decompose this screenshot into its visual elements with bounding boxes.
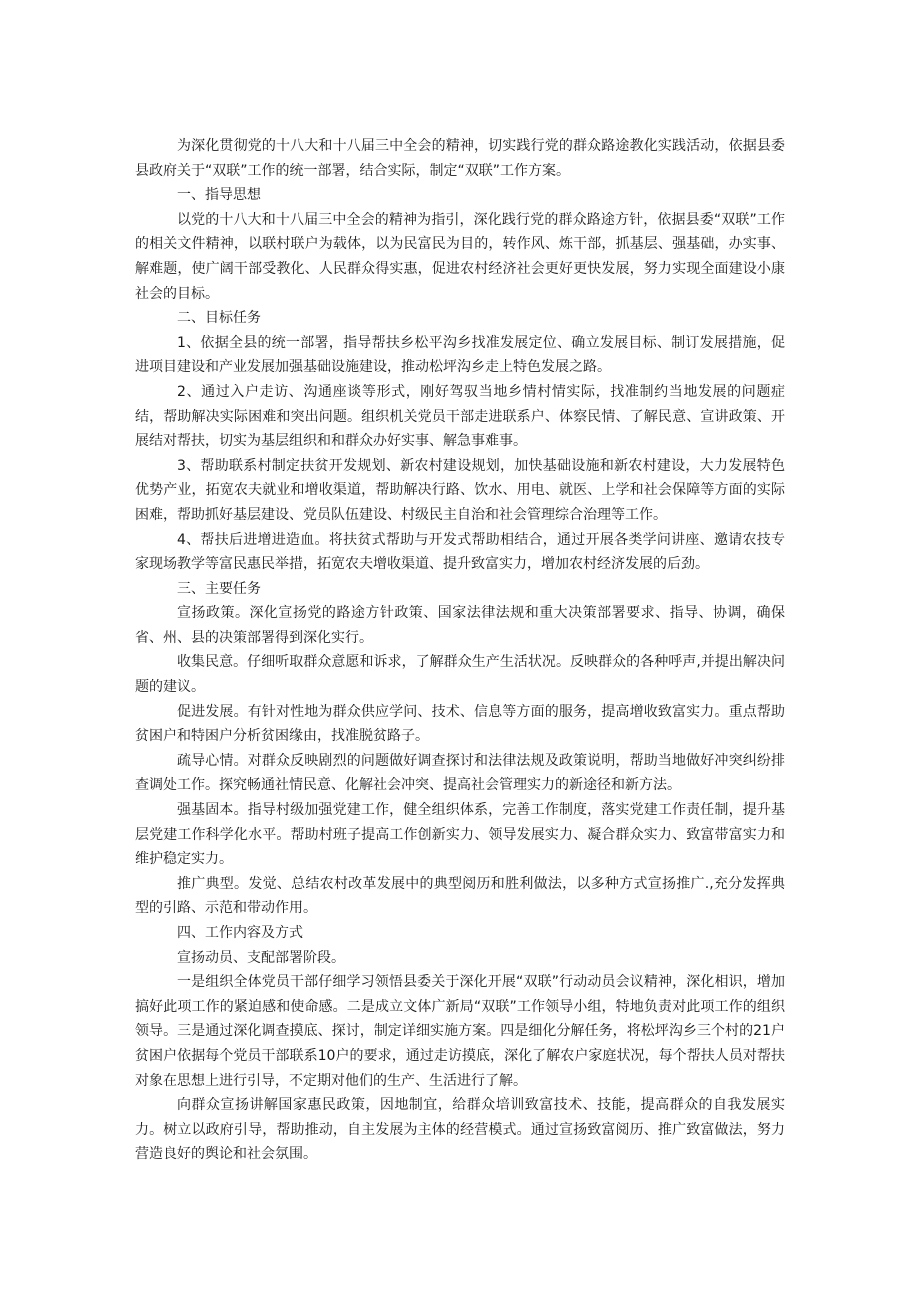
document-body — [135, 134, 785, 1167]
section-heading-work-content: 四、工作内容及方式 — [177, 925, 303, 941]
paragraph: 以党的十八大和十八届三中全会的精神为指引，深化践行党的群众路途方针，依据县委“双联”工作的相关文件精神，以联村联户为载体，以为民富民为目的，转作风、炼干部，抓基层、强基础，办实事、解难题，使广阔干部受教化、人民群众得实惠，促进农村经济社会更好更快发展，努力实现全面建设小康社会的目标。 — [135, 211, 785, 302]
paragraph: 1、依据全县的统一部署，指导帮扶乡松平沟乡找准发展定位、确立发展目标、制订发展措施，促进项目建设和产业发展加强基础设施建设，推动松坪沟乡走上特色发展之路。 — [135, 334, 785, 376]
section-heading-main-tasks: 三、主要任务 — [177, 580, 261, 597]
paragraph: 推广典型。发觉、总结农村改革发展中的典型阅历和胜利做法，以多种方式宣扬推广.,充分发挥典型的引路、示范和带动作用。 — [135, 875, 785, 917]
section-heading-guiding-thought: 一、指导思想 — [177, 187, 261, 204]
intro-paragraph: 为深化贯彻党的十八大和十八届三中全会的精神，切实践行党的群众路途教化实践活动，依据县委县政府关于“双联”工作的统一部署，结合实际，制定“双联”工作方案。 — [135, 138, 785, 179]
paragraph: 向群众宣扬讲解国家惠民政策，因地制宜，给群众培训致富技术、技能，提高群众的自我发展实力。树立以政府引导，帮助推动，自主发展为主体的经营模式。通过宣扬致富阅历、推广致富做法，努力营造良好的舆论和社会氛围。 — [135, 1097, 785, 1163]
paragraph: 收集民意。仔细听取群众意愿和诉求，了解群众生产生活状况。反映群众的各种呼声,并提出解决问题的建议。 — [135, 654, 785, 696]
paragraph: 3、帮助联系村制定扶贫开发规划、新农村建设规划，加快基础设施和新农村建设，大力发展特色优势产业，拓宽农夫就业和增收渠道，帮助解决行路、饮水、用电、就医、上学和社会保障等方面的实际困难，帮助抓好基层建设、党员队伍建设、村级民主自治和社会管理综合治理等工作。 — [135, 457, 785, 523]
paragraph: 4、帮扶后进增进造血。将扶贫式帮助与开发式帮助相结合，通过开展各类学问讲座、邀请农技专家现场教学等富民惠民举措，拓宽农夫增收渠道、提升致富实力，增加农村经济发展的后劲。 — [135, 531, 785, 573]
paragraph: 强基固本。指导村级加强党建工作，健全组织体系，完善工作制度，落实党建工作责任制，提升基层党建工作科学化水平。帮助村班子提高工作创新实力、领导发展实力、凝合群众实力、致富带富实力和维护稳定实力。 — [135, 802, 785, 868]
paragraph: 宣扬动员、支配部署阶段。 — [177, 949, 345, 966]
paragraph: 疏导心情。对群众反映剧烈的问题做好调查探讨和法律法规及政策说明，帮助当地做好冲突纠纷排查调处工作。探究畅通社情民意、化解社会冲突、提高社会管理实力的新途径和新方法。 — [135, 752, 785, 794]
paragraph: 宣扬政策。深化宣扬党的路途方针政策、国家法律法规和重大决策部署要求、指导、协调，确保省、州、县的决策部署得到深化实行。 — [135, 605, 785, 646]
paragraph: 2、通过入户走访、沟通座谈等形式，刚好驾驭当地乡情村情实际，找准制约当地发展的问题症结，帮助解决实际困难和突出问题。组织机关党员干部走进联系户、体察民情、了解民意、宣讲政策、开展结对帮扶，切实为基层组织和和群众办好实事、解急事难事。 — [135, 383, 785, 450]
section-heading-goals: 二、目标任务 — [177, 310, 261, 327]
paragraph: 一是组织全体党员干部仔细学习领悟县委关于深化开展“双联”行动动员会议精神，深化相识，增加搞好此项工作的紧迫感和使命感。二是成立文体广新局“双联”工作领导小组，特地负责对此项工作的组织领导。三是通过深化调查摸底、探讨，制定详细实施方案。四是细化分解任务，将松坪沟乡三个村的21户贫困户依据每个党员干部联系10户的要求，通过走访摸底，深化了解农户家庭状况，每个帮扶人员对帮扶对象在思想上进行引导，不定期对他们的生产、生活进行了解。 — [135, 974, 785, 1089]
paragraph: 促进发展。有针对性地为群众供应学问、技术、信息等方面的服务，提高增收致富实力。重点帮助贫困户和特困户分析贫困缘由，找准脱贫路子。 — [135, 703, 785, 745]
